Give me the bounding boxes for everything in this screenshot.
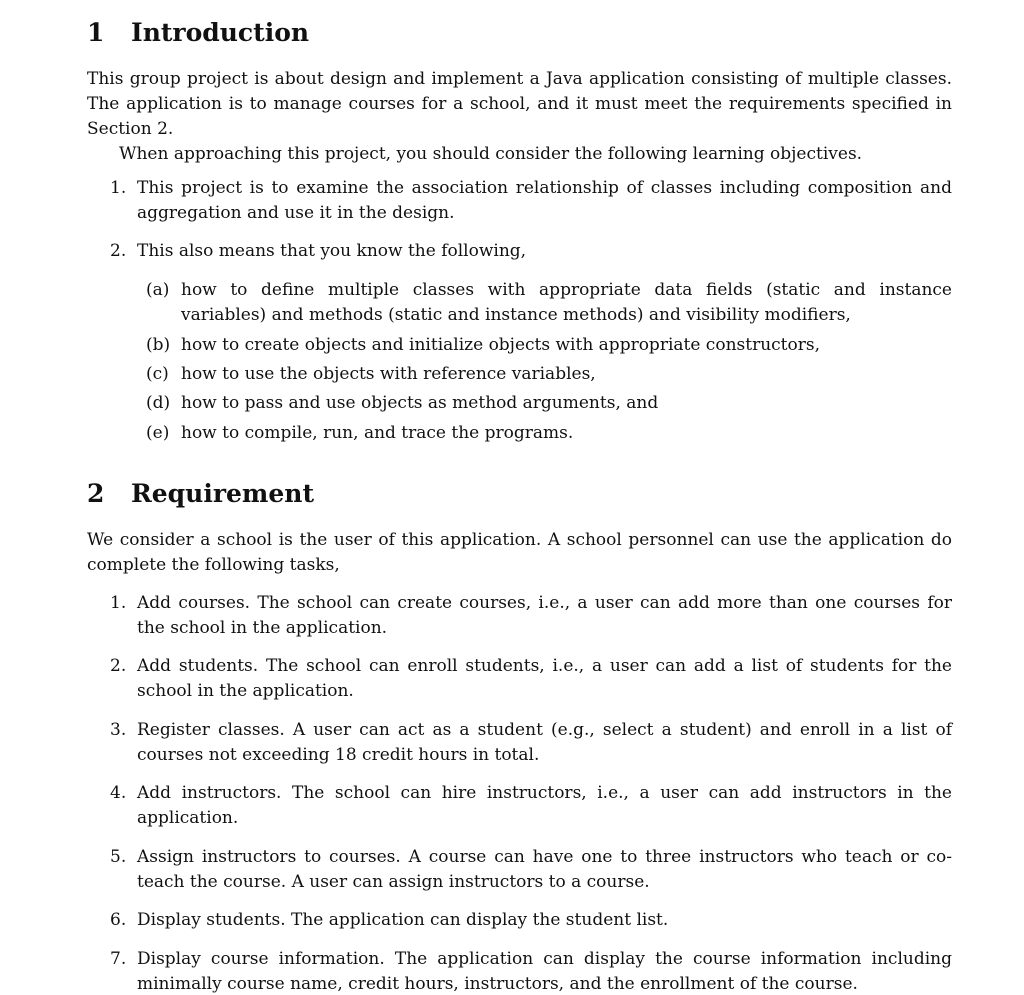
- requirement-item: [110, 591, 952, 641]
- list-item-text: Add instructors. The school can hire instructors, i.e., a user can add instructors in the application.: [137, 783, 952, 828]
- requirement-item: [110, 654, 952, 704]
- requirement-item: [110, 718, 952, 768]
- objective-item: [110, 239, 952, 264]
- sublist-item-text: how to pass and use objects as method arguments, and: [181, 393, 659, 413]
- section-number: 1: [87, 18, 105, 47]
- section-number: 2: [87, 479, 105, 508]
- list-item-text: Display students. The application can display the student list.: [137, 910, 669, 930]
- sublist-marker: (c): [146, 364, 169, 384]
- requirement-item: [110, 908, 952, 933]
- list-marker: 7.: [110, 949, 127, 969]
- sublist-item-text: how to create objects and initialize objects with appropriate constructors,: [181, 335, 820, 355]
- introduction-paragraph: This group project is about design and implement a Java application consisting of multiple classes. The application is to manage courses for a school, and it must meet the requirements specified in Section 2.: [87, 69, 952, 139]
- list-item-text: Add students. The school can enroll students, i.e., a user can add a list of students for the school in the application.: [137, 656, 952, 701]
- requirement-item: [110, 781, 952, 831]
- section-title: Requirement: [131, 479, 314, 508]
- requirement-item: [110, 845, 952, 895]
- list-marker: 6.: [110, 910, 127, 930]
- list-marker: 5.: [110, 847, 127, 867]
- list-marker: 1.: [110, 593, 127, 613]
- objective-subitem: [146, 278, 952, 328]
- section-heading-requirement: [87, 479, 314, 509]
- requirement-paragraph: We consider a school is the user of this application. A school personnel can use the application do complete the following tasks,: [87, 530, 952, 575]
- objective-subitem: [146, 333, 952, 358]
- section-title: Introduction: [131, 18, 310, 47]
- list-item-text: Add courses. The school can create courses, i.e., a user can add more than one courses for the school in the application.: [137, 593, 952, 638]
- list-item-text: Assign instructors to courses. A course can have one to three instructors who teach or co-teach the course. A user can assign instructors to a course.: [137, 847, 952, 892]
- requirement-item: [110, 947, 952, 995]
- sublist-item-text: how to compile, run, and trace the programs.: [181, 423, 574, 443]
- sublist-marker: (e): [146, 423, 170, 443]
- sublist-marker: (b): [146, 335, 171, 355]
- list-marker: 4.: [110, 783, 127, 803]
- list-item-text: Register classes. A user can act as a student (e.g., select a student) and enroll in a list of courses not exceeding 18 credit hours in total.: [137, 720, 952, 765]
- objective-item: [110, 176, 952, 226]
- objective-subitem: [146, 391, 952, 416]
- objectives-intro: When approaching this project, you should consider the following learning objectives.: [119, 144, 863, 164]
- objective-subitem: [146, 362, 952, 387]
- objective-subitem: [146, 421, 952, 446]
- sublist-item-text: how to define multiple classes with appropriate data fields (static and instance variables) and methods (static and instance methods) and visibility modifiers,: [181, 280, 952, 325]
- sublist-marker: (a): [146, 280, 170, 300]
- list-item-text: This project is to examine the association relationship of classes including composition and aggregation and use it in the design.: [137, 178, 952, 223]
- list-marker: 2.: [110, 656, 127, 676]
- list-item-text: This also means that you know the following,: [137, 241, 527, 261]
- section-heading-introduction: [87, 18, 309, 48]
- list-item-text: Display course information. The application can display the course information including minimally course name, credit hours, instructors, and the enrollment of the course.: [137, 949, 952, 994]
- list-marker: 3.: [110, 720, 127, 740]
- list-marker: 1.: [110, 178, 127, 198]
- list-marker: 2.: [110, 241, 127, 261]
- sublist-marker: (d): [146, 393, 171, 413]
- sublist-item-text: how to use the objects with reference variables,: [181, 364, 596, 384]
